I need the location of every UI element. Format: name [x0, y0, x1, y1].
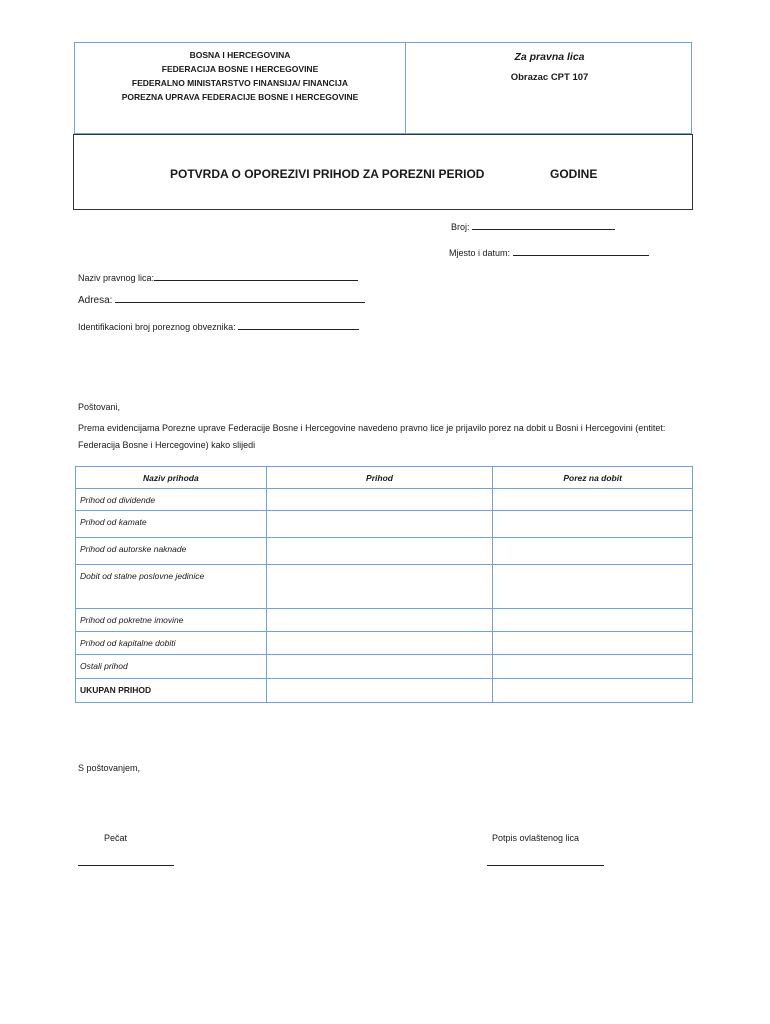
cell-porez[interactable] [493, 489, 693, 511]
cell-prihod[interactable] [266, 538, 493, 565]
form-code: Obrazac CPT 107 [510, 72, 589, 83]
col-header-porez: Porez na dobit [493, 467, 693, 489]
broj-line[interactable] [472, 229, 615, 230]
stamp-line[interactable] [78, 864, 174, 866]
cell-porez[interactable] [493, 609, 693, 632]
cell-prihod-total[interactable] [266, 679, 493, 703]
form-type-block [406, 51, 693, 83]
issuer-line-3: FEDERALNO MINISTARSTVO FINANSIJA/ FINANCIJA [131, 78, 349, 88]
adresa-field[interactable] [78, 295, 365, 306]
issuer-line-4: POREZNA UPRAVA FEDERACIJE BOSNE I HERCEGOVINE [121, 92, 359, 102]
cell-porez[interactable] [493, 655, 693, 679]
row-label-dividende: Prihod od dividende [76, 489, 267, 511]
row-label-ukupno: UKUPAN PRIHOD [76, 679, 267, 703]
cell-porez[interactable] [493, 511, 693, 538]
greeting: Poštovani, [78, 402, 121, 412]
table-header-row [76, 467, 693, 489]
naziv-label: Naziv pravnog lica: [78, 273, 155, 283]
issuer-line-1: BOSNA I HERCEGOVINA [189, 50, 291, 60]
col-header-naziv: Naziv prihoda [76, 467, 267, 489]
naziv-field[interactable] [78, 273, 358, 283]
row-label-pokretne-imovine: Prihod od pokretne imovine [76, 609, 267, 632]
naziv-line[interactable] [154, 280, 358, 281]
row-label-kapitalne-dobiti: Prihod od kapitalne dobiti [76, 632, 267, 655]
table-row [76, 538, 693, 565]
table-row [76, 489, 693, 511]
cell-prihod[interactable] [266, 511, 493, 538]
row-label-ostali: Ostali prihod [76, 655, 267, 679]
signature-label: Potpis ovlaštenog lica [492, 833, 580, 843]
cell-porez[interactable] [493, 538, 693, 565]
closing-regards: S poštovanjem, [78, 763, 141, 773]
form-audience: Za pravna lica [514, 51, 585, 63]
intro-paragraph: Prema evidencijama Porezne uprave Federacije Bosne i Hercegovine navedeno pravno lice je prijavilo porez na dobit u Bosni i Hercegovini (entitet: Federacija Bosne i Hercegovine) kako slijedi [78, 423, 666, 450]
cell-prihod[interactable] [266, 609, 493, 632]
table-row [76, 511, 693, 538]
id-field[interactable] [78, 322, 359, 332]
col-header-prihod: Prihod [266, 467, 493, 489]
row-label-stalne-jedinice: Dobit od stalne poslovne jedinice [76, 565, 267, 609]
mjesto-label: Mjesto i datum: [449, 248, 511, 258]
income-table [75, 466, 693, 703]
cell-prihod[interactable] [266, 489, 493, 511]
cell-prihod[interactable] [266, 655, 493, 679]
id-line[interactable] [238, 329, 359, 330]
table-row [76, 655, 693, 679]
document-title: POTVRDA O OPOREZIVI PRIHOD ZA POREZNI PERIOD [170, 167, 485, 181]
cell-porez-total[interactable] [493, 679, 693, 703]
cell-prihod[interactable] [266, 632, 493, 655]
table-row [76, 632, 693, 655]
mjesto-line[interactable] [513, 255, 649, 256]
table-row [76, 679, 693, 703]
title-box [73, 134, 693, 210]
header-box [74, 42, 692, 134]
title-year-suffix: GODINE [550, 167, 598, 181]
id-label: Identifikacioni broj poreznog obveznika: [78, 322, 236, 332]
table-row [76, 609, 693, 632]
cell-porez[interactable] [493, 632, 693, 655]
stamp-label: Pečat [104, 833, 128, 843]
issuer-line-2: FEDERACIJA BOSNE I HERCEGOVINE [161, 64, 319, 74]
cell-porez[interactable] [493, 565, 693, 609]
adresa-label: Adresa: [78, 295, 113, 306]
adresa-line[interactable] [115, 302, 365, 303]
table-row [76, 565, 693, 609]
mjesto-datum-field[interactable] [449, 248, 649, 258]
broj-field[interactable] [451, 222, 615, 232]
row-label-autorske: Prihod od autorske naknade [76, 538, 267, 565]
cell-prihod[interactable] [266, 565, 493, 609]
signature-line[interactable] [487, 864, 604, 866]
broj-label: Broj: [451, 222, 470, 232]
issuer-block [75, 47, 405, 103]
row-label-kamate: Prihod od kamate [76, 511, 267, 538]
